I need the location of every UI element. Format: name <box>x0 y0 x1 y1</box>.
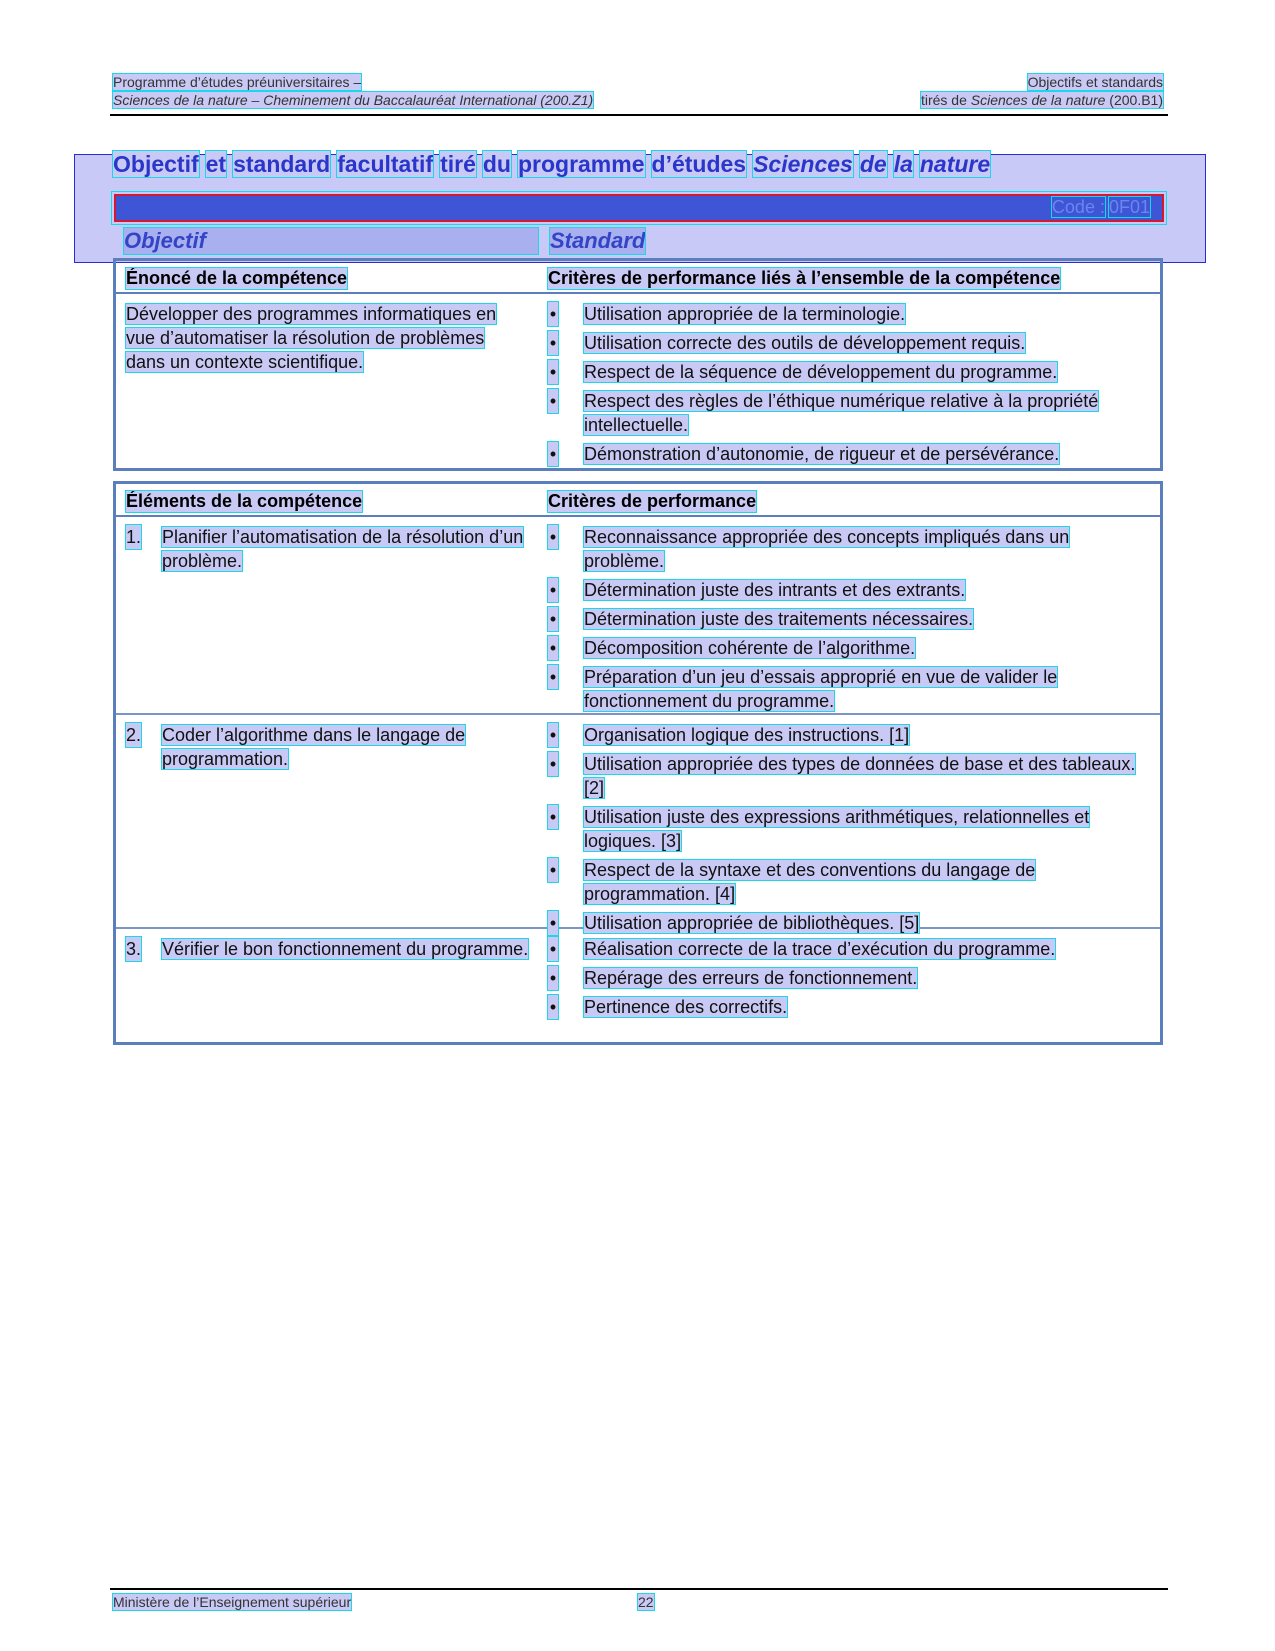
title-word-italic: la <box>893 151 913 177</box>
element-text: Vérifier le bon fonctionnement du programme. <box>162 939 529 959</box>
bullet-icon: • <box>549 725 557 745</box>
competence-header-right: Critères de performance liés à l’ensemble de la compétence <box>548 268 1061 288</box>
criterion-text: Organisation logique des instructions. [1] <box>584 725 910 745</box>
criterion-text: Détermination juste des traitements nécessaires. <box>584 609 974 629</box>
criterion-text: Pertinence des correctifs. <box>584 997 788 1017</box>
element-text: Coder l’algorithme dans le langage de programmation. <box>162 725 466 769</box>
bullet-icon: • <box>549 609 557 629</box>
criterion-text: Utilisation appropriée de la terminologie. <box>584 304 906 324</box>
competence-header-left: Énoncé de la compétence <box>126 268 348 288</box>
bullet-icon: • <box>549 638 557 658</box>
title-word: d’études <box>651 151 747 177</box>
bullet-icon: • <box>549 939 557 959</box>
header-program-subtitle: Sciences de la nature – Cheminement du Baccalauréat International (200.Z1) <box>113 92 594 108</box>
criterion-item <box>548 805 1148 853</box>
criterion-item <box>548 331 1148 355</box>
element-text-wrap <box>162 525 542 573</box>
element-text: Planifier l’automatisation de la résolution d’un problème. <box>162 527 524 571</box>
header-section-subtitle: tirés de Sciences de la nature (200.B1) <box>920 92 1163 108</box>
element-number: 3. <box>126 939 142 959</box>
criterion-text: Détermination juste des intrants et des extrants. <box>584 580 966 600</box>
criterion-item <box>548 723 1148 747</box>
header-section-title: Objectifs et standards <box>1027 74 1163 90</box>
elements-table-header <box>116 484 1160 517</box>
competence-statement <box>126 302 526 374</box>
title-word-italic: de <box>859 151 887 177</box>
criterion-text: Reconnaissance appropriée des concepts impliqués dans un problème. <box>584 527 1070 571</box>
bullet-icon: • <box>549 527 557 547</box>
code-bar <box>114 194 1164 222</box>
elements-header-right: Critères de performance <box>548 491 757 511</box>
criterion-text: Réalisation correcte de la trace d’exécution du programme. <box>584 939 1056 959</box>
criterion-text: Respect de la séquence de développement du programme. <box>584 362 1058 382</box>
element-criteria-list <box>548 525 1148 718</box>
title-word: Objectif <box>113 151 199 177</box>
elements-header-left: Éléments de la compétence <box>126 491 363 511</box>
bullet-icon: • <box>549 968 557 988</box>
objective-heading: Objectif <box>124 228 538 254</box>
criterion-text: Démonstration d’autonomie, de rigueur et de persévérance. <box>584 444 1060 464</box>
header-rule <box>110 114 1168 116</box>
element-number: 2. <box>126 725 142 745</box>
criterion-text: Utilisation appropriée des types de données de base et des tableaux. [2] <box>584 754 1136 798</box>
criterion-text: Utilisation juste des expressions arithmétiques, relationnelles et logiques. [3] <box>584 807 1090 851</box>
bullet-icon: • <box>549 391 557 411</box>
title-word-italic: nature <box>919 151 991 177</box>
footer-ministry: Ministère de l’Enseignement supérieur <box>113 1594 352 1610</box>
bullet-icon: • <box>549 667 557 687</box>
bullet-icon: • <box>549 362 557 382</box>
code-value: 0F01 <box>1108 197 1150 217</box>
standard-heading: Standard <box>550 228 646 253</box>
bullet-icon: • <box>549 913 557 933</box>
bullet-icon: • <box>549 754 557 774</box>
competence-table <box>113 258 1163 471</box>
criterion-text: Décomposition cohérente de l’algorithme. <box>584 638 916 658</box>
element-text-wrap <box>162 937 542 961</box>
bullet-icon: • <box>549 860 557 880</box>
code-label: Code : <box>1051 197 1105 217</box>
criterion-text: Préparation d’un jeu d’essais approprié en vue de valider le fonctionnement du programme. <box>584 667 1058 711</box>
criterion-item <box>548 636 1148 660</box>
criterion-text: Respect des règles de l’éthique numérique relative à la propriété intellectuelle. <box>584 391 1099 435</box>
criterion-item <box>548 937 1148 961</box>
title-word: tiré <box>440 151 476 177</box>
criterion-text: Respect de la syntaxe et des conventions du langage de programmation. [4] <box>584 860 1036 904</box>
bullet-icon: • <box>549 580 557 600</box>
element-section <box>116 517 1160 715</box>
criterion-item <box>548 607 1148 631</box>
criterion-text: Utilisation appropriée de bibliothèques. [5] <box>584 913 920 933</box>
bullet-icon: • <box>549 333 557 353</box>
title-word: et <box>205 151 227 177</box>
element-criteria-list <box>548 723 1148 940</box>
competence-criteria-list <box>548 302 1148 471</box>
title-word: programme <box>517 151 645 177</box>
criterion-item <box>548 752 1148 800</box>
title-word: du <box>482 151 511 177</box>
element-criteria-list <box>548 937 1148 1024</box>
criterion-item <box>548 995 1148 1019</box>
criterion-item <box>548 442 1148 466</box>
element-number: 1. <box>126 527 142 547</box>
header-program-title: Programme d’études préuniversitaires – <box>113 74 362 90</box>
criterion-item <box>548 360 1148 384</box>
element-text-wrap <box>162 723 542 771</box>
bullet-icon: • <box>549 304 557 324</box>
competence-body <box>116 294 1160 466</box>
bullet-icon: • <box>549 997 557 1017</box>
competence-statement-text: Développer des programmes informatiques en vue d’automatiser la résolution de problèmes dans un contexte scientifique. <box>126 304 497 372</box>
criterion-item <box>548 858 1148 906</box>
page-number: 22 <box>638 1594 654 1610</box>
title-word: standard <box>233 151 331 177</box>
criterion-text: Utilisation correcte des outils de développement requis. <box>584 333 1026 353</box>
page-title <box>113 151 997 178</box>
title-word-italic: Sciences <box>753 151 853 177</box>
bullet-icon: • <box>549 444 557 464</box>
criterion-text: Repérage des erreurs de fonctionnement. <box>584 968 918 988</box>
competence-table-header <box>116 261 1160 294</box>
bullet-icon: • <box>549 807 557 827</box>
elements-table <box>113 481 1163 1045</box>
title-word: facultatif <box>337 151 434 177</box>
element-section <box>116 715 1160 933</box>
criterion-item <box>548 578 1148 602</box>
criterion-item <box>548 966 1148 990</box>
criterion-item <box>548 525 1148 573</box>
criterion-item <box>548 302 1148 326</box>
criterion-item <box>548 665 1148 713</box>
element-section <box>116 929 1160 1022</box>
footer-rule <box>110 1588 1168 1590</box>
criterion-item <box>548 389 1148 437</box>
